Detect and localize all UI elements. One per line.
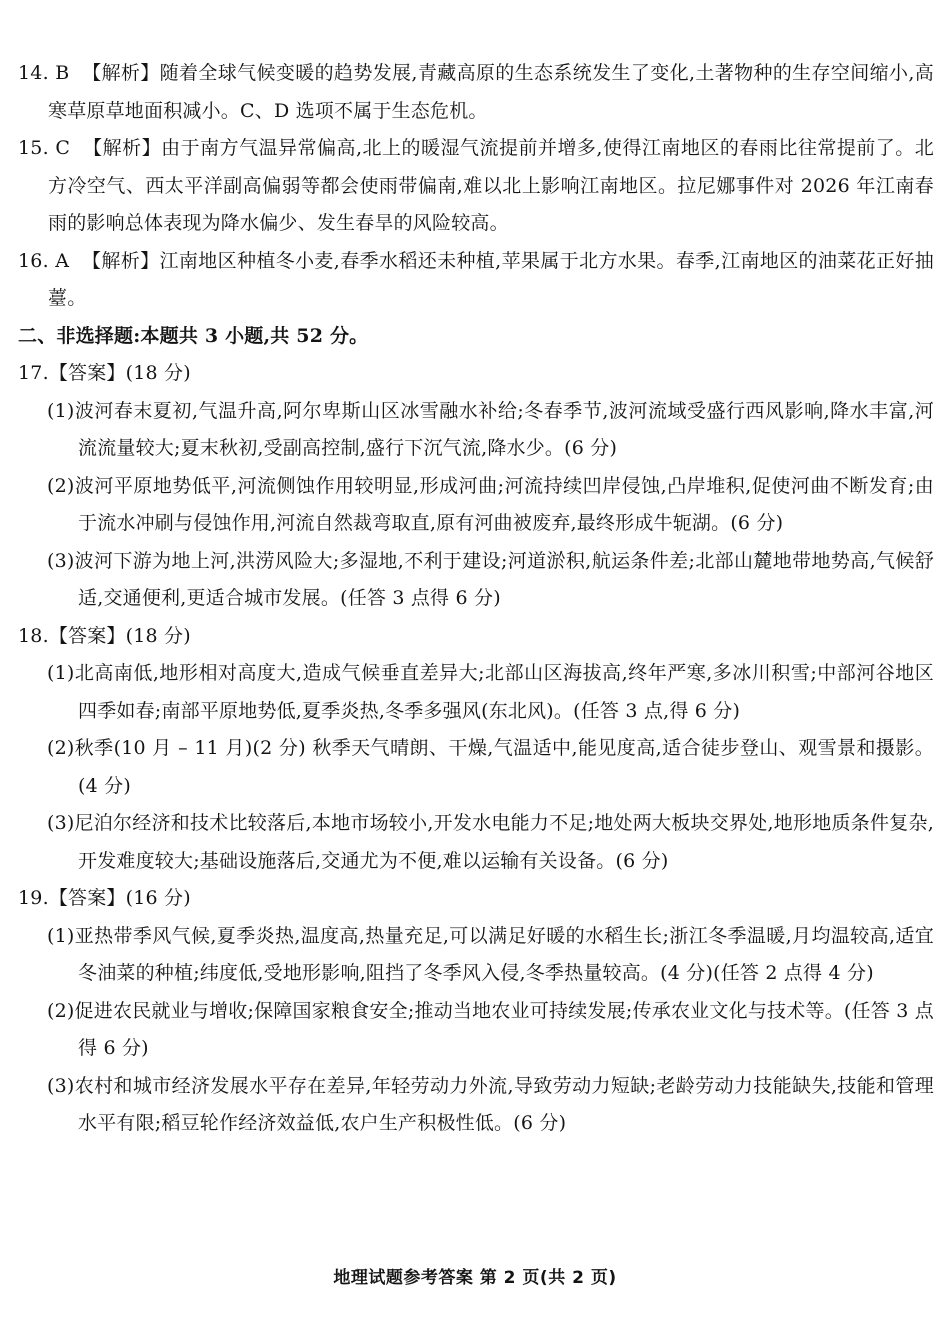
answer-q14: [18, 55, 934, 130]
q18-part-1: (1)北高南低,地形相对高度大,造成气候垂直差异大;北部山区海拔高,终年严寒,多冰川积雪;中部河谷地区四季如春;南部平原地势低,夏季炎热,冬季多强风(东北风)。(任答 3 点,得 6 分): [47, 662, 934, 722]
answer-text: 由于南方气温异常偏高,北上的暖湿气流提前并增多,使得江南地区的春雨比往常提前了。北方冷空气、西太平洋副高偏弱等都会使雨带偏南,难以北上影响江南地区。拉尼娜事件对 2026 年江南春雨的影响总体表现为降水偏少、发生春旱的风险较高。: [48, 137, 934, 234]
answer-q16: [18, 243, 934, 318]
analysis-tag: 【解析】: [81, 249, 160, 272]
q18-header: 18.【答案】(18 分): [18, 624, 191, 647]
answer-text: 江南地区种植冬小麦,春季水稻还未种植,苹果属于北方水果。春季,江南地区的油菜花正好抽薹。: [48, 249, 934, 309]
q18-part-3: (3)尼泊尔经济和技术比较落后,本地市场较小,开发水电能力不足;地处两大板块交界处,地形地质条件复杂,开发难度较大;基础设施落后,交通尤为不便,难以运输有关设备。(6 分): [47, 812, 934, 872]
analysis-tag: 【解析】: [83, 137, 162, 159]
analysis-tag: 【解析】: [82, 62, 160, 84]
q17-header: 17.【答案】(18 分): [18, 362, 191, 384]
answer-number: 15. C: [18, 137, 71, 159]
q19-part-1: (1)亚热带季风气候,夏季炎热,温度高,热量充足,可以满足好暖的水稻生长;浙江冬季温暖,月均温较高,适宜冬油菜的种植;纬度低,受地形影响,阻挡了冬季风入侵,冬季热量较高。(4 分)(任答 2 点得 4 分): [47, 924, 934, 984]
q18-part-2: (2)秋季(10 月 – 11 月)(2 分) 秋季天气晴朗、干燥,气温适中,能见度高,适合徒步登山、观雪景和摄影。(4 分): [47, 737, 934, 797]
q19-part-2: (2)促进农民就业与增收;保障国家粮食安全;推动当地农业可持续发展;传承农业文化与技术等。(任答 3 点得 6 分): [47, 999, 934, 1059]
answer-number: 14. B: [18, 62, 70, 84]
section-heading: 二、非选择题:本题共 3 小题,共 52 分。: [18, 324, 369, 347]
answer-q15: [18, 130, 934, 243]
q19-header: 19.【答案】(16 分): [18, 887, 191, 909]
q19-part-3: (3)农村和城市经济发展水平存在差异,年轻劳动力外流,导致劳动力短缺;老龄劳动力技能缺失,技能和管理水平有限;稻豆轮作经济效益低,农户生产积极性低。(6 分): [47, 1074, 934, 1134]
q17-part-1: (1)波河春末夏初,气温升高,阿尔卑斯山区冰雪融水补给;冬春季节,波河流域受盛行西风影响,降水丰富,河流流量较大;夏末秋初,受副高控制,盛行下沉气流,降水少。(6 分): [47, 399, 934, 459]
q17-part-3: (3)波河下游为地上河,洪涝风险大;多湿地,不利于建设;河道淤积,航运条件差;北部山麓地带地势高,气候舒适,交通便利,更适合城市发展。(任答 3 点得 6 分): [47, 549, 934, 609]
answer-text: 随着全球气候变暖的趋势发展,青藏高原的生态系统发生了变化,土著物种的生存空间缩小,高寒草原草地面积减小。C、D 选项不属于生态危机。: [48, 62, 934, 122]
q17-part-2: (2)波河平原地势低平,河流侧蚀作用较明显,形成河曲;河流持续凹岸侵蚀,凸岸堆积,促使河曲不断发育;由于流水冲刷与侵蚀作用,河流自然裁弯取直,原有河曲被废弃,最终形成牛轭湖。(6 分): [47, 474, 934, 534]
answer-content: [18, 55, 934, 1143]
answer-number: 16. A: [18, 249, 70, 272]
page-footer: 地理试题参考答案 第 2 页(共 2 页): [333, 1268, 617, 1288]
